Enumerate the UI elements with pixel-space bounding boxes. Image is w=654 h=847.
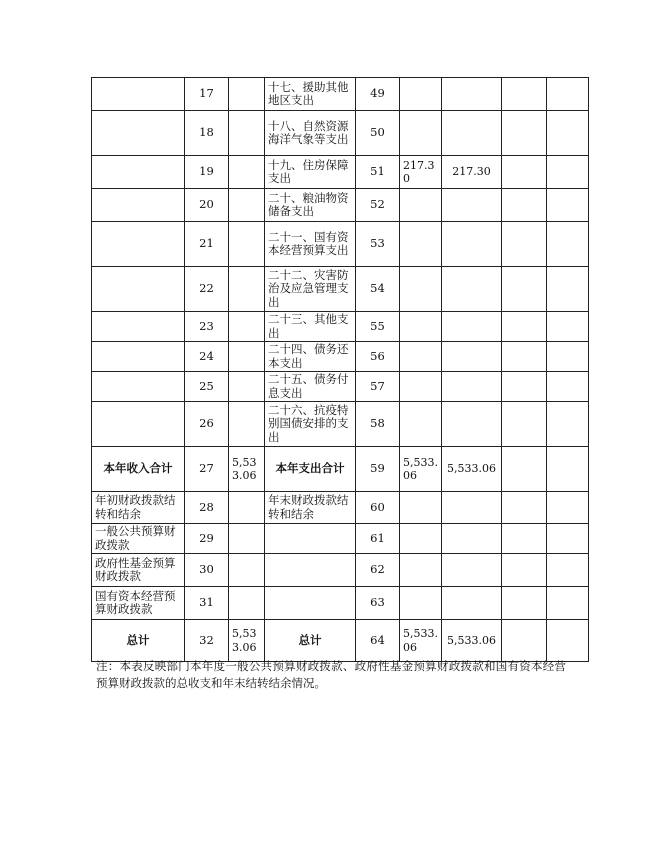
gov-fund-cell xyxy=(502,524,547,554)
gov-fund-cell xyxy=(502,492,547,524)
fiscal-appropriation-table xyxy=(91,77,589,662)
table-footnote: 注：本表反映部门本年度一般公共预算财政拨款、政府性基金预算财政拨款和国有资本经营预算财政拨款的总收支和年末结转结余情况。 xyxy=(96,659,566,690)
income-row-number: 28 xyxy=(185,492,229,524)
expenditure-row-number: 50 xyxy=(356,111,400,156)
income-amount-cell xyxy=(229,402,265,447)
gov-fund-cell xyxy=(502,78,547,111)
gov-fund-cell xyxy=(502,587,547,620)
state-capital-cell xyxy=(547,402,589,447)
table-row xyxy=(92,620,589,662)
income-amount-cell xyxy=(229,554,265,587)
expenditure-item-cell: 总计 xyxy=(265,620,356,662)
income-item-cell xyxy=(92,78,185,111)
expenditure-item-cell: 十九、住房保障支出 xyxy=(265,156,356,189)
table-row xyxy=(92,342,589,372)
income-row-number: 25 xyxy=(185,372,229,402)
income-amount-cell xyxy=(229,222,265,267)
income-item-cell xyxy=(92,402,185,447)
gov-fund-cell xyxy=(502,620,547,662)
general-budget-cell xyxy=(442,554,502,587)
income-row-number: 29 xyxy=(185,524,229,554)
state-capital-cell xyxy=(547,620,589,662)
gov-fund-cell xyxy=(502,372,547,402)
income-item-cell: 一般公共预算财政拨款 xyxy=(92,524,185,554)
income-amount-cell xyxy=(229,267,265,312)
expenditure-item-cell: 本年支出合计 xyxy=(265,447,356,492)
expenditure-item-cell: 二十二、灾害防治及应急管理支出 xyxy=(265,267,356,312)
expenditure-row-number: 62 xyxy=(356,554,400,587)
income-item-cell xyxy=(92,267,185,312)
expenditure-total-cell xyxy=(400,222,442,267)
income-row-number: 26 xyxy=(185,402,229,447)
expenditure-item-cell: 二十五、债务付息支出 xyxy=(265,372,356,402)
expenditure-item-cell xyxy=(265,554,356,587)
expenditure-row-number: 51 xyxy=(356,156,400,189)
table-row xyxy=(92,111,589,156)
table-row xyxy=(92,492,589,524)
table-row xyxy=(92,267,589,312)
expenditure-row-number: 58 xyxy=(356,402,400,447)
general-budget-cell xyxy=(442,524,502,554)
income-row-number: 32 xyxy=(185,620,229,662)
expenditure-item-cell: 二十、粮油物资储备支出 xyxy=(265,189,356,222)
expenditure-total-cell xyxy=(400,267,442,312)
table-row xyxy=(92,587,589,620)
general-budget-cell: 5,533.06 xyxy=(442,620,502,662)
income-item-cell xyxy=(92,189,185,222)
expenditure-item-cell xyxy=(265,587,356,620)
expenditure-total-cell xyxy=(400,312,442,342)
state-capital-cell xyxy=(547,189,589,222)
income-amount-cell xyxy=(229,78,265,111)
expenditure-row-number: 57 xyxy=(356,372,400,402)
expenditure-total-cell xyxy=(400,78,442,111)
expenditure-total-cell xyxy=(400,189,442,222)
gov-fund-cell xyxy=(502,267,547,312)
income-item-cell: 本年收入合计 xyxy=(92,447,185,492)
gov-fund-cell xyxy=(502,554,547,587)
income-item-cell xyxy=(92,372,185,402)
state-capital-cell xyxy=(547,554,589,587)
general-budget-cell xyxy=(442,492,502,524)
expenditure-item-cell xyxy=(265,524,356,554)
income-row-number: 18 xyxy=(185,111,229,156)
state-capital-cell xyxy=(547,267,589,312)
general-budget-cell xyxy=(442,189,502,222)
general-budget-cell: 5,533.06 xyxy=(442,447,502,492)
table-row xyxy=(92,189,589,222)
expenditure-total-cell: 217.30 xyxy=(400,156,442,189)
table-row xyxy=(92,312,589,342)
income-row-number: 24 xyxy=(185,342,229,372)
expenditure-total-cell xyxy=(400,587,442,620)
income-row-number: 30 xyxy=(185,554,229,587)
income-item-cell: 年初财政拨款结转和结余 xyxy=(92,492,185,524)
income-row-number: 21 xyxy=(185,222,229,267)
expenditure-item-cell: 二十一、国有资本经营预算支出 xyxy=(265,222,356,267)
income-amount-cell: 5,533.06 xyxy=(229,620,265,662)
state-capital-cell xyxy=(547,587,589,620)
expenditure-row-number: 59 xyxy=(356,447,400,492)
expenditure-total-cell xyxy=(400,111,442,156)
general-budget-cell xyxy=(442,267,502,312)
income-amount-cell xyxy=(229,111,265,156)
income-amount-cell xyxy=(229,156,265,189)
general-budget-cell xyxy=(442,342,502,372)
income-row-number: 31 xyxy=(185,587,229,620)
gov-fund-cell xyxy=(502,189,547,222)
expenditure-row-number: 53 xyxy=(356,222,400,267)
income-row-number: 22 xyxy=(185,267,229,312)
expenditure-item-cell: 年末财政拨款结转和结余 xyxy=(265,492,356,524)
income-amount-cell xyxy=(229,492,265,524)
income-amount-cell xyxy=(229,587,265,620)
gov-fund-cell xyxy=(502,111,547,156)
expenditure-total-cell xyxy=(400,524,442,554)
state-capital-cell xyxy=(547,524,589,554)
income-item-cell xyxy=(92,222,185,267)
income-amount-cell xyxy=(229,372,265,402)
income-item-cell xyxy=(92,312,185,342)
expenditure-total-cell: 5,533.06 xyxy=(400,620,442,662)
general-budget-cell xyxy=(442,587,502,620)
state-capital-cell xyxy=(547,156,589,189)
income-row-number: 23 xyxy=(185,312,229,342)
expenditure-item-cell: 十七、援助其他地区支出 xyxy=(265,78,356,111)
expenditure-row-number: 52 xyxy=(356,189,400,222)
table-row xyxy=(92,402,589,447)
expenditure-item-cell: 二十三、其他支出 xyxy=(265,312,356,342)
income-item-cell xyxy=(92,156,185,189)
gov-fund-cell xyxy=(502,447,547,492)
expenditure-total-cell: 5,533.06 xyxy=(400,447,442,492)
expenditure-item-cell: 二十六、抗疫特别国债安排的支出 xyxy=(265,402,356,447)
income-item-cell: 政府性基金预算财政拨款 xyxy=(92,554,185,587)
expenditure-row-number: 54 xyxy=(356,267,400,312)
general-budget-cell xyxy=(442,402,502,447)
income-amount-cell: 5,533.06 xyxy=(229,447,265,492)
state-capital-cell xyxy=(547,78,589,111)
expenditure-row-number: 63 xyxy=(356,587,400,620)
income-item-cell xyxy=(92,342,185,372)
expenditure-total-cell xyxy=(400,554,442,587)
income-item-cell: 总计 xyxy=(92,620,185,662)
expenditure-row-number: 55 xyxy=(356,312,400,342)
expenditure-row-number: 61 xyxy=(356,524,400,554)
expenditure-total-cell xyxy=(400,372,442,402)
income-item-cell xyxy=(92,111,185,156)
expenditure-item-cell: 十八、自然资源海洋气象等支出 xyxy=(265,111,356,156)
state-capital-cell xyxy=(547,492,589,524)
income-row-number: 17 xyxy=(185,78,229,111)
income-row-number: 27 xyxy=(185,447,229,492)
expenditure-total-cell xyxy=(400,492,442,524)
state-capital-cell xyxy=(547,312,589,342)
expenditure-row-number: 56 xyxy=(356,342,400,372)
income-item-cell: 国有资本经营预算财政拨款 xyxy=(92,587,185,620)
expenditure-total-cell xyxy=(400,342,442,372)
expenditure-row-number: 60 xyxy=(356,492,400,524)
state-capital-cell xyxy=(547,447,589,492)
general-budget-cell xyxy=(442,78,502,111)
income-amount-cell xyxy=(229,524,265,554)
income-amount-cell xyxy=(229,342,265,372)
state-capital-cell xyxy=(547,111,589,156)
expenditure-row-number: 49 xyxy=(356,78,400,111)
gov-fund-cell xyxy=(502,402,547,447)
table-row xyxy=(92,372,589,402)
table-row xyxy=(92,156,589,189)
table-row xyxy=(92,554,589,587)
gov-fund-cell xyxy=(502,342,547,372)
expenditure-row-number: 64 xyxy=(356,620,400,662)
gov-fund-cell xyxy=(502,222,547,267)
income-row-number: 20 xyxy=(185,189,229,222)
gov-fund-cell xyxy=(502,312,547,342)
table-row xyxy=(92,222,589,267)
general-budget-cell xyxy=(442,111,502,156)
table-row xyxy=(92,78,589,111)
income-amount-cell xyxy=(229,312,265,342)
table-row xyxy=(92,524,589,554)
state-capital-cell xyxy=(547,222,589,267)
income-amount-cell xyxy=(229,189,265,222)
expenditure-total-cell xyxy=(400,402,442,447)
expenditure-item-cell: 二十四、债务还本支出 xyxy=(265,342,356,372)
gov-fund-cell xyxy=(502,156,547,189)
general-budget-cell xyxy=(442,312,502,342)
general-budget-cell xyxy=(442,372,502,402)
state-capital-cell xyxy=(547,372,589,402)
state-capital-cell xyxy=(547,342,589,372)
general-budget-cell: 217.30 xyxy=(442,156,502,189)
table-row xyxy=(92,447,589,492)
general-budget-cell xyxy=(442,222,502,267)
income-row-number: 19 xyxy=(185,156,229,189)
